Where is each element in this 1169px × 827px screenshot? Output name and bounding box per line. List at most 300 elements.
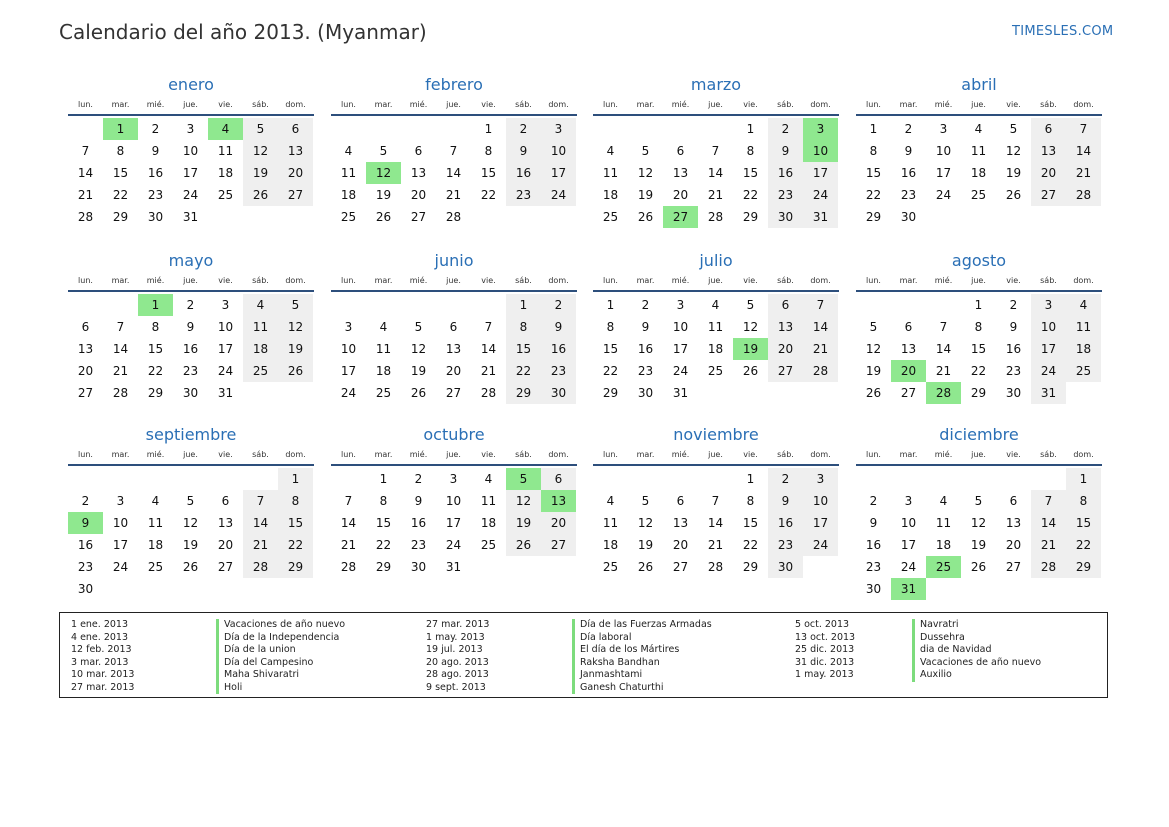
day-cell: 21 <box>445 188 462 202</box>
day-cell: 16 <box>506 162 541 184</box>
day-cell: 13 <box>1005 516 1022 530</box>
weekday-label: jue. <box>971 276 986 285</box>
day-cell: 11 <box>935 516 952 530</box>
legend-holiday-name: Día del Campesino <box>216 657 313 670</box>
day-cell: 24 <box>935 188 952 202</box>
day-cell: 7 <box>484 320 493 334</box>
empty-cell <box>996 468 1031 490</box>
weekday-label: lun. <box>341 276 356 285</box>
day-cell: 18 <box>217 166 234 180</box>
day-cell: 24 <box>1031 360 1066 382</box>
weekday-label: dom. <box>1073 450 1094 459</box>
day-cell: 16 <box>865 538 882 552</box>
day-cell: 20 <box>672 538 689 552</box>
day-cell: 11 <box>602 516 619 530</box>
day-cell: 13 <box>445 342 462 356</box>
day-cell: 11 <box>243 316 278 338</box>
weekday-header <box>68 98 314 116</box>
day-cell: 22 <box>1066 534 1101 556</box>
month-name: junio <box>434 251 474 270</box>
weekday-label: jue. <box>446 276 461 285</box>
day-cell: 13 <box>672 166 689 180</box>
day-cell: 25 <box>217 188 234 202</box>
day-cell: 20 <box>541 512 576 534</box>
day-cell: 18 <box>375 364 392 378</box>
day-cell: 9 <box>768 490 803 512</box>
day-cell: 13 <box>77 342 94 356</box>
month-name: abril <box>961 75 997 94</box>
weekday-label: mar. <box>111 100 130 109</box>
weekday-label: mié. <box>934 100 953 109</box>
day-cell: 2 <box>904 122 913 136</box>
weekday-label: mié. <box>934 276 953 285</box>
day-cell: 5 <box>414 320 423 334</box>
legend-date: 31 dic. 2013 <box>795 656 855 668</box>
day-cell: 21 <box>480 364 497 378</box>
weekday-label: vie. <box>743 100 758 109</box>
day-cell: 4 <box>151 494 160 508</box>
legend-date: 12 feb. 2013 <box>71 644 132 655</box>
day-cell: 9 <box>151 144 160 158</box>
day-cell: 14 <box>1031 512 1066 534</box>
empty-cell <box>401 294 436 316</box>
weekday-label: lun. <box>78 450 93 459</box>
day-cell: 28 <box>77 210 94 224</box>
weekday-label: mar. <box>636 450 655 459</box>
day-cell: 18 <box>480 516 497 530</box>
day-cell: 11 <box>375 342 392 356</box>
day-cell: 29 <box>1066 556 1101 578</box>
weekday-label: jue. <box>708 100 723 109</box>
weekday-label: lun. <box>866 100 881 109</box>
empty-cell <box>593 468 628 490</box>
empty-cell <box>366 118 401 140</box>
day-cell: 14 <box>707 516 724 530</box>
day-cell: 18 <box>340 188 357 202</box>
weekday-label: vie. <box>218 276 233 285</box>
day-cell: 12 <box>865 342 882 356</box>
day-cell: 15 <box>742 166 759 180</box>
day-cell: 7 <box>711 144 720 158</box>
weekday-label: mar. <box>374 100 393 109</box>
day-cell: 27 <box>77 386 94 400</box>
day-cell: 6 <box>541 468 576 490</box>
day-cell: 8 <box>746 144 755 158</box>
holiday-cell: 10 <box>803 140 838 162</box>
day-cell: 8 <box>116 144 125 158</box>
day-cell: 29 <box>602 386 619 400</box>
day-cell: 26 <box>742 364 759 378</box>
day-cell: 17 <box>445 516 462 530</box>
empty-cell <box>103 468 138 490</box>
day-cell: 11 <box>970 144 987 158</box>
day-cell: 4 <box>606 144 615 158</box>
legend-holiday-name: Día laboral <box>572 632 631 645</box>
day-cell: 23 <box>768 534 803 556</box>
day-cell: 22 <box>742 538 759 552</box>
day-cell: 27 <box>1005 560 1022 574</box>
day-cell: 27 <box>410 210 427 224</box>
day-cell: 4 <box>243 294 278 316</box>
weekday-label: vie. <box>743 276 758 285</box>
empty-cell <box>698 118 733 140</box>
day-cell: 13 <box>410 166 427 180</box>
day-cell: 14 <box>480 342 497 356</box>
legend-holiday-name: Maha Shivaratri <box>216 669 299 682</box>
day-cell: 21 <box>1066 162 1101 184</box>
weekday-label: mié. <box>409 450 428 459</box>
day-cell: 6 <box>1031 118 1066 140</box>
day-cell: 24 <box>340 386 357 400</box>
day-cell: 3 <box>803 468 838 490</box>
empty-cell <box>593 118 628 140</box>
day-cell: 11 <box>217 144 234 158</box>
day-cell: 19 <box>506 512 541 534</box>
brand-link[interactable]: TIMESLES.COM <box>1012 24 1114 39</box>
day-cell: 30 <box>541 382 576 404</box>
day-cell: 19 <box>637 188 654 202</box>
holiday-cell: 5 <box>506 468 541 490</box>
day-cell: 10 <box>803 490 838 512</box>
month-name: noviembre <box>673 425 759 444</box>
holiday-cell: 9 <box>68 512 103 534</box>
weekday-header <box>68 448 314 466</box>
day-cell: 17 <box>112 538 129 552</box>
day-cell: 23 <box>1005 364 1022 378</box>
day-cell: 15 <box>112 166 129 180</box>
weekday-label: dom. <box>548 100 569 109</box>
empty-cell <box>401 118 436 140</box>
day-cell: 6 <box>414 144 423 158</box>
day-cell: 15 <box>480 166 497 180</box>
weekday-label: sáb. <box>515 100 532 109</box>
day-cell: 21 <box>112 364 129 378</box>
day-cell: 22 <box>970 364 987 378</box>
day-cell: 14 <box>112 342 129 356</box>
day-cell: 6 <box>676 144 685 158</box>
empty-cell <box>436 294 471 316</box>
empty-cell <box>436 118 471 140</box>
legend-holiday-name: El día de los Mártires <box>572 644 679 657</box>
day-cell: 5 <box>641 494 650 508</box>
day-cell: 17 <box>182 166 199 180</box>
day-cell: 5 <box>869 320 878 334</box>
day-cell: 28 <box>803 360 838 382</box>
legend-date: 28 ago. 2013 <box>426 669 489 680</box>
month-marzo <box>593 74 839 228</box>
day-cell: 6 <box>449 320 458 334</box>
day-cell: 28 <box>1066 184 1101 206</box>
weekday-label: lun. <box>603 276 618 285</box>
day-cell: 24 <box>672 364 689 378</box>
weekday-label: mié. <box>671 100 690 109</box>
day-cell: 15 <box>1066 512 1101 534</box>
weekday-label: mié. <box>409 276 428 285</box>
day-cell: 13 <box>217 516 234 530</box>
day-cell: 12 <box>243 140 278 162</box>
day-cell: 12 <box>637 166 654 180</box>
day-cell: 18 <box>602 188 619 202</box>
day-cell: 18 <box>970 166 987 180</box>
weekday-header <box>593 274 839 292</box>
day-cell: 25 <box>707 364 724 378</box>
day-cell: 22 <box>278 534 313 556</box>
day-grid <box>593 116 839 228</box>
day-grid <box>856 292 1102 404</box>
day-cell: 17 <box>1031 338 1066 360</box>
weekday-label: sáb. <box>515 450 532 459</box>
weekday-label: sáb. <box>1040 100 1057 109</box>
day-cell: 5 <box>974 494 983 508</box>
empty-cell <box>331 118 366 140</box>
day-cell: 17 <box>900 538 917 552</box>
day-cell: 30 <box>637 386 654 400</box>
day-cell: 4 <box>606 494 615 508</box>
empty-cell <box>856 468 891 490</box>
day-cell: 30 <box>768 556 803 578</box>
weekday-header <box>331 274 577 292</box>
day-cell: 10 <box>541 140 576 162</box>
month-name: enero <box>168 75 214 94</box>
day-cell: 18 <box>707 342 724 356</box>
day-cell: 27 <box>278 184 313 206</box>
day-cell: 12 <box>742 320 759 334</box>
legend-date: 27 mar. 2013 <box>426 619 490 630</box>
month-name: agosto <box>951 251 1007 270</box>
day-cell: 10 <box>1031 316 1066 338</box>
day-cell: 7 <box>1066 118 1101 140</box>
day-cell: 22 <box>602 364 619 378</box>
day-cell: 19 <box>865 364 882 378</box>
day-cell: 17 <box>803 162 838 184</box>
empty-cell <box>628 468 663 490</box>
day-cell: 14 <box>77 166 94 180</box>
day-cell: 13 <box>1031 140 1066 162</box>
day-cell: 30 <box>77 582 94 596</box>
day-cell: 31 <box>672 386 689 400</box>
holiday-cell: 3 <box>803 118 838 140</box>
day-cell: 23 <box>768 184 803 206</box>
weekday-label: vie. <box>218 450 233 459</box>
legend-date: 3 mar. 2013 <box>71 656 129 668</box>
weekday-label: jue. <box>446 450 461 459</box>
day-cell: 8 <box>278 490 313 512</box>
day-cell: 23 <box>900 188 917 202</box>
weekday-label: sáb. <box>252 276 269 285</box>
day-cell: 4 <box>484 472 493 486</box>
day-cell: 2 <box>81 494 90 508</box>
day-cell: 15 <box>602 342 619 356</box>
day-cell: 28 <box>112 386 129 400</box>
empty-cell <box>698 468 733 490</box>
day-cell: 20 <box>1031 162 1066 184</box>
day-grid <box>856 116 1102 228</box>
day-cell: 15 <box>375 516 392 530</box>
weekday-label: jue. <box>446 100 461 109</box>
day-grid <box>593 292 839 404</box>
day-cell: 9 <box>541 316 576 338</box>
legend-date: 19 jul. 2013 <box>426 644 483 655</box>
weekday-label: mar. <box>899 100 918 109</box>
day-cell: 13 <box>278 140 313 162</box>
day-cell: 9 <box>414 494 423 508</box>
day-cell: 19 <box>278 338 313 360</box>
month-name: mayo <box>168 251 214 270</box>
day-cell: 29 <box>375 560 392 574</box>
day-cell: 21 <box>707 538 724 552</box>
day-cell: 3 <box>221 298 230 312</box>
day-grid <box>68 292 314 404</box>
day-cell: 30 <box>182 386 199 400</box>
legend-holiday-name: Día de las Fuerzas Armadas <box>572 619 712 632</box>
day-cell: 7 <box>344 494 353 508</box>
month-enero <box>68 74 314 228</box>
day-cell: 25 <box>480 538 497 552</box>
day-cell: 1 <box>746 122 755 136</box>
month-diciembre <box>856 424 1102 600</box>
day-cell: 26 <box>278 360 313 382</box>
weekday-label: vie. <box>743 450 758 459</box>
day-grid <box>331 466 577 578</box>
day-cell: 10 <box>672 320 689 334</box>
day-cell: 9 <box>1009 320 1018 334</box>
day-cell: 16 <box>768 512 803 534</box>
day-cell: 22 <box>506 360 541 382</box>
legend-date: 5 oct. 2013 <box>795 619 850 630</box>
day-cell: 10 <box>182 144 199 158</box>
day-cell: 12 <box>506 490 541 512</box>
weekday-label: mar. <box>374 450 393 459</box>
day-cell: 2 <box>414 472 423 486</box>
day-cell: 7 <box>449 144 458 158</box>
weekday-label: sáb. <box>1040 276 1057 285</box>
day-cell: 8 <box>151 320 160 334</box>
day-cell: 23 <box>77 560 94 574</box>
weekday-label: vie. <box>481 276 496 285</box>
day-cell: 13 <box>768 316 803 338</box>
weekday-label: mié. <box>934 450 953 459</box>
empty-cell <box>331 294 366 316</box>
day-cell: 21 <box>243 534 278 556</box>
weekday-label: mié. <box>146 100 165 109</box>
day-cell: 2 <box>151 122 160 136</box>
weekday-label: dom. <box>548 450 569 459</box>
day-cell: 8 <box>484 144 493 158</box>
month-name: octubre <box>423 425 485 444</box>
day-cell: 18 <box>1066 338 1101 360</box>
day-cell: 7 <box>243 490 278 512</box>
day-cell: 27 <box>445 386 462 400</box>
weekday-label: dom. <box>1073 276 1094 285</box>
legend-holiday-name: Día de la union <box>216 644 296 657</box>
weekday-label: lun. <box>603 100 618 109</box>
weekday-label: mié. <box>671 450 690 459</box>
weekday-label: jue. <box>708 276 723 285</box>
day-cell: 9 <box>768 140 803 162</box>
day-cell: 11 <box>480 494 497 508</box>
weekday-label: jue. <box>183 450 198 459</box>
day-cell: 18 <box>147 538 164 552</box>
day-cell: 3 <box>541 118 576 140</box>
legend-date: 25 dic. 2013 <box>795 644 855 655</box>
day-cell: 16 <box>1005 342 1022 356</box>
day-cell: 28 <box>480 386 497 400</box>
day-cell: 16 <box>768 162 803 184</box>
weekday-header <box>856 448 1102 466</box>
weekday-label: jue. <box>183 276 198 285</box>
day-cell: 31 <box>182 210 199 224</box>
weekday-label: sáb. <box>515 276 532 285</box>
weekday-header <box>856 98 1102 116</box>
day-cell: 2 <box>768 468 803 490</box>
day-cell: 29 <box>742 210 759 224</box>
day-cell: 9 <box>904 144 913 158</box>
day-cell: 27 <box>672 560 689 574</box>
day-cell: 25 <box>602 560 619 574</box>
day-cell: 6 <box>768 294 803 316</box>
day-cell: 31 <box>217 386 234 400</box>
day-cell: 10 <box>935 144 952 158</box>
empty-cell <box>208 468 243 490</box>
day-cell: 21 <box>340 538 357 552</box>
weekday-label: lun. <box>603 450 618 459</box>
day-cell: 14 <box>935 342 952 356</box>
empty-cell <box>138 468 173 490</box>
day-cell: 3 <box>449 472 458 486</box>
day-cell: 11 <box>1066 316 1101 338</box>
weekday-label: mié. <box>409 100 428 109</box>
day-cell: 2 <box>869 494 878 508</box>
day-cell: 22 <box>865 188 882 202</box>
empty-cell <box>173 468 208 490</box>
day-cell: 30 <box>865 582 882 596</box>
day-cell: 11 <box>707 320 724 334</box>
weekday-label: dom. <box>1073 100 1094 109</box>
legend-date: 10 mar. 2013 <box>71 669 135 680</box>
day-cell: 20 <box>768 338 803 360</box>
weekday-label: vie. <box>1006 100 1021 109</box>
weekday-label: mié. <box>146 276 165 285</box>
page-title: Calendario del año 2013. (Myanmar) <box>59 20 427 44</box>
day-cell: 20 <box>1005 538 1022 552</box>
day-cell: 17 <box>340 364 357 378</box>
day-cell: 20 <box>77 364 94 378</box>
day-cell: 17 <box>803 512 838 534</box>
day-cell: 14 <box>340 516 357 530</box>
day-cell: 29 <box>742 560 759 574</box>
day-grid <box>593 466 839 578</box>
day-cell: 29 <box>970 386 987 400</box>
holiday-cell: 4 <box>208 118 243 140</box>
weekday-header <box>331 98 577 116</box>
weekday-label: dom. <box>285 450 306 459</box>
weekday-label: lun. <box>866 276 881 285</box>
empty-cell <box>891 468 926 490</box>
legend-holiday-name: Ganesh Chaturthi <box>572 682 664 695</box>
day-grid <box>68 466 314 600</box>
day-cell: 26 <box>637 210 654 224</box>
day-cell: 30 <box>768 206 803 228</box>
day-cell: 14 <box>445 166 462 180</box>
day-cell: 24 <box>541 184 576 206</box>
day-cell: 13 <box>900 342 917 356</box>
weekday-label: dom. <box>285 276 306 285</box>
weekday-label: lun. <box>341 450 356 459</box>
day-cell: 28 <box>707 210 724 224</box>
day-cell: 27 <box>768 360 803 382</box>
day-cell: 8 <box>606 320 615 334</box>
empty-cell <box>628 118 663 140</box>
